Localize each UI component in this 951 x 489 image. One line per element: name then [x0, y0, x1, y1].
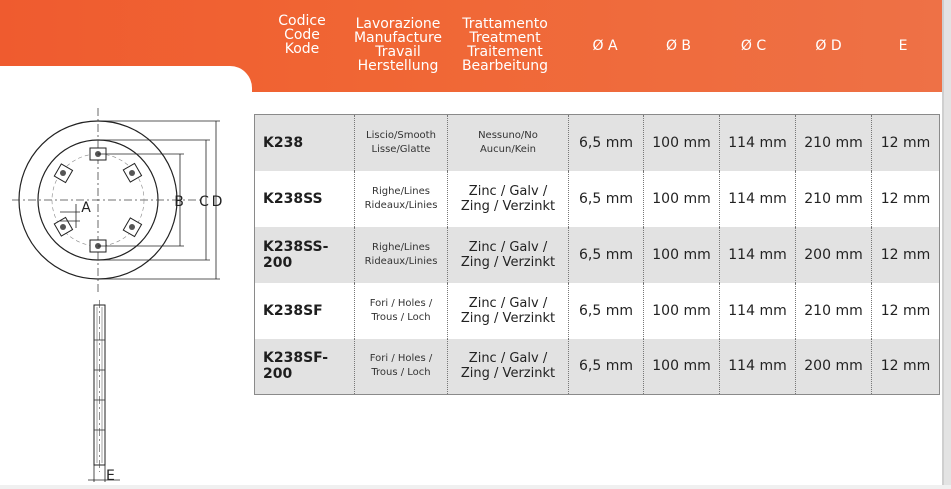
- treatment-line: Nessuno/No: [478, 129, 538, 141]
- cell-manufacture: [355, 227, 448, 283]
- cell-diameter-d: 210 mm: [796, 171, 872, 227]
- table-row: [255, 115, 940, 171]
- manufacture-line: Fori / Holes /: [369, 353, 433, 365]
- header-e: E: [898, 38, 908, 54]
- cell-treatment: [448, 171, 569, 227]
- treatment-line: Zinc / Galv /: [468, 351, 548, 367]
- cell-diameter-d: 210 mm: [796, 115, 872, 171]
- cell-diameter-c: 114 mm: [720, 227, 796, 283]
- cell-e: 12 mm: [872, 115, 940, 171]
- cell-diameter-b: 100 mm: [644, 283, 720, 339]
- manufacture-line: Righe/Lines: [372, 241, 430, 253]
- table-row: [255, 171, 940, 227]
- header-code: [270, 14, 334, 56]
- header-diameter-b: Ø B: [665, 38, 692, 54]
- label-b: B: [174, 194, 184, 210]
- label-e: E: [106, 468, 115, 484]
- table-row: [255, 227, 940, 283]
- cell-e: 12 mm: [872, 339, 940, 395]
- cell-manufacture: [355, 115, 448, 171]
- treatment-line: Zing / Verzinkt: [460, 366, 556, 382]
- treatment-line: Aucun/Kein: [479, 143, 537, 155]
- treatment-line: Zinc / Galv /: [468, 183, 548, 199]
- cell-diameter-d: 210 mm: [796, 283, 872, 339]
- cell-diameter-a: 6,5 mm: [569, 115, 644, 171]
- disc-side-view: [88, 300, 120, 484]
- cell-code: K238: [263, 134, 304, 151]
- cell-diameter-d: 200 mm: [796, 227, 872, 283]
- cell-code: K238SS: [263, 190, 323, 207]
- cell-treatment: [448, 339, 569, 395]
- header-treatment-line: Trattamento: [462, 16, 548, 32]
- page-edge-line: [942, 0, 944, 489]
- cell-diameter-b: 100 mm: [644, 227, 720, 283]
- manufacture-line: Fori / Holes /: [369, 297, 433, 309]
- cell-treatment: [448, 115, 569, 171]
- header-diameter-d: Ø D: [815, 38, 842, 54]
- header-manufacture: [348, 17, 448, 73]
- header-code-line: Code: [284, 27, 320, 43]
- header-diameter-c: Ø C: [740, 38, 767, 54]
- cell-diameter-b: 100 mm: [644, 115, 720, 171]
- header-manufacture-line: Lavorazione: [355, 16, 441, 32]
- cell-diameter-a: 6,5 mm: [569, 339, 644, 395]
- cell-diameter-c: 114 mm: [720, 283, 796, 339]
- cell-treatment: [448, 283, 569, 339]
- header-code-line: Codice: [278, 13, 326, 29]
- cell-diameter-c: 114 mm: [720, 171, 796, 227]
- cell-diameter-c: 114 mm: [720, 339, 796, 395]
- manufacture-line: Rideaux/Linies: [364, 199, 438, 211]
- label-d: D: [211, 194, 223, 210]
- header-code-line: Kode: [284, 41, 320, 57]
- cell-manufacture: [355, 283, 448, 339]
- header-treatment-line: Bearbeitung: [461, 58, 549, 74]
- cell-code: K238SS-200: [263, 238, 329, 271]
- header-manufacture-line: Manufacture: [353, 30, 443, 46]
- header-diameter-a: Ø A: [592, 38, 618, 54]
- label-a: A: [81, 200, 91, 216]
- treatment-line: Zing / Verzinkt: [460, 310, 556, 326]
- cell-diameter-a: 6,5 mm: [569, 227, 644, 283]
- cell-e: 12 mm: [872, 227, 940, 283]
- treatment-line: Zing / Verzinkt: [460, 198, 556, 214]
- label-c: C: [199, 194, 209, 210]
- header-manufacture-line: Herstellung: [357, 58, 439, 74]
- manufacture-line: Trous / Loch: [371, 367, 431, 379]
- table-row: [255, 339, 940, 395]
- cell-diameter-d: 200 mm: [796, 339, 872, 395]
- treatment-line: Zing / Verzinkt: [460, 254, 556, 270]
- header-treatment-line: Treatment: [469, 30, 541, 46]
- header-cutout: [0, 66, 252, 92]
- manufacture-line: Lisse/Glatte: [371, 143, 431, 155]
- page-bottom-edge: [0, 485, 951, 489]
- manufacture-line: Righe/Lines: [372, 185, 430, 197]
- cell-diameter-b: 100 mm: [644, 171, 720, 227]
- disc-technical-drawing: [0, 100, 240, 485]
- disc-front-view: [12, 108, 222, 292]
- header-manufacture-line: Travail: [375, 44, 421, 60]
- manufacture-line: Rideaux/Linies: [364, 255, 438, 267]
- cell-e: 12 mm: [872, 171, 940, 227]
- manufacture-line: Trous / Loch: [371, 311, 431, 323]
- cell-code: K238SF: [263, 302, 323, 319]
- table-row: [255, 283, 940, 339]
- treatment-line: Zinc / Galv /: [468, 295, 548, 311]
- cell-code: K238SF-200: [263, 350, 329, 383]
- manufacture-line: Liscio/Smooth: [366, 129, 436, 141]
- cell-manufacture: [355, 171, 448, 227]
- cell-treatment: [448, 227, 569, 283]
- header-treatment-line: Traitement: [467, 44, 543, 60]
- cell-manufacture: [355, 339, 448, 395]
- cell-diameter-a: 6,5 mm: [569, 283, 644, 339]
- treatment-line: Zinc / Galv /: [468, 239, 548, 255]
- cell-diameter-a: 6,5 mm: [569, 171, 644, 227]
- cell-diameter-c: 114 mm: [720, 115, 796, 171]
- cell-diameter-b: 100 mm: [644, 339, 720, 395]
- product-table: [254, 114, 940, 395]
- cell-e: 12 mm: [872, 283, 940, 339]
- header-treatment: [455, 17, 555, 73]
